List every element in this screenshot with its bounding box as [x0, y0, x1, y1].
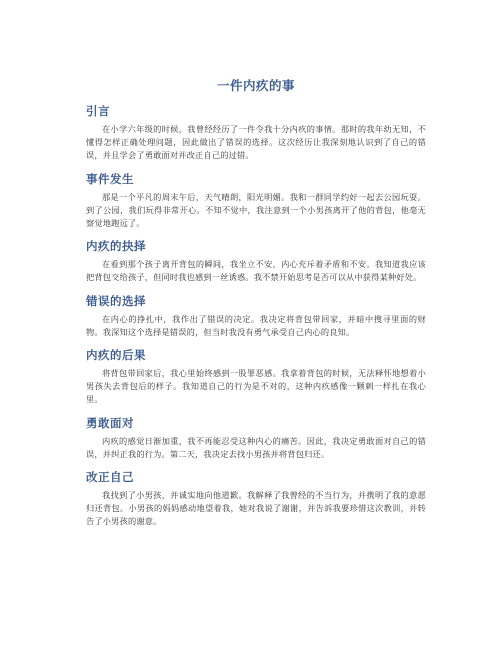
section-paragraph: 内疚的感觉日渐加重，我不再能忍受这种内心的痛苦。因此，我决定勇敢面对自己的错误，并纠正我的行为。第二天，我决定去找小男孩并将背包归还。 — [86, 435, 426, 459]
section-paragraph: 在小学六年级的时候，我曾经经历了一件令我十分内疚的事情。那时的我年幼无知，不懂得怎样正确处理问题，因此做出了错误的选择。这次经历让我深刻地认识到了自己的错误，并且学会了勇敢面对并改正自己的过错。 — [86, 124, 426, 161]
document-page — [86, 78, 426, 538]
section-guilty-choice — [86, 239, 426, 284]
section-facing-bravely — [86, 416, 426, 461]
section-paragraph: 我找到了小男孩，并诚实地向他道歉。我解释了我曾经的不当行为，并携明了我的意愿归还背包。小男孩的妈妈感动地望着我，她对我说了谢谢，并告诉我要珍惜这次教训，并转告了小男孩的谢意。 — [86, 490, 426, 527]
section-heading: 改正自己 — [86, 470, 134, 485]
section-heading: 错误的选择 — [86, 293, 146, 308]
section-correcting-myself — [86, 470, 426, 529]
document-title: 一件内疚的事 — [216, 78, 295, 93]
section-introduction — [86, 104, 426, 163]
section-heading: 事件发生 — [86, 171, 134, 186]
section-wrong-choice — [86, 294, 426, 339]
section-incident — [86, 172, 426, 231]
section-paragraph: 将背包带回家后，我心里始终感到一股罪恶感。我拿着背包的时候，无法释怀地想着小男孩失去背包后的样子。我知道自己的行为是不对的，这种内疚感像一颗刺一样扎在我心里。 — [86, 368, 426, 405]
section-heading: 内疚的后果 — [86, 348, 146, 363]
section-heading: 勇敢面对 — [86, 415, 134, 430]
section-consequences — [86, 348, 426, 407]
section-paragraph: 在看到那个孩子离开背包的瞬间，我坐立不安，内心充斥着矛盾和不安。我知道我应该把背包交给孩子，但同时我也感到一丝诱惑。我不禁开始思考是否可以从中获得某种好处。 — [86, 259, 426, 283]
section-paragraph: 在内心的挣扎中，我作出了错误的决定。我决定将背包带回家，并暗中搜寻里面的财物。我深知这个选择是错误的，但当时我没有勇气承受自己内心的良知。 — [86, 313, 426, 337]
section-paragraph: 那是一个平凡的周末午后，天气晴朗，阳光明媚。我和一群同学约好一起去公园玩耍。到了公园，我们玩得非常开心。不知不觉中，我注意到一个小男孩离开了他的背包，他毫无察觉地跑远了。 — [86, 191, 426, 229]
section-heading: 引言 — [86, 104, 110, 118]
section-heading: 内疚的抉择 — [86, 239, 146, 254]
